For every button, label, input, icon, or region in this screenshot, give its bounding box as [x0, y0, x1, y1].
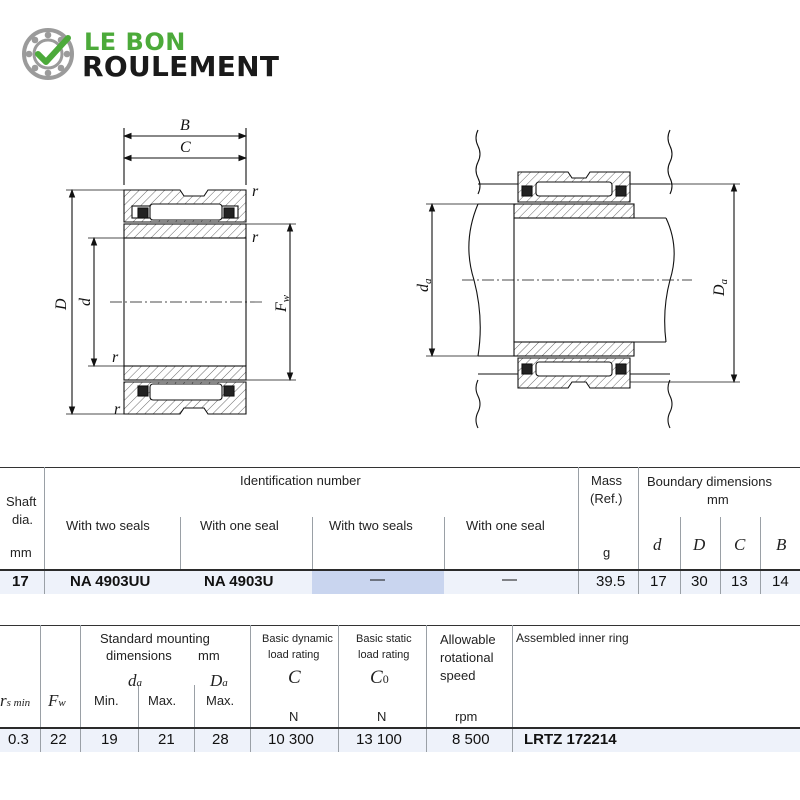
header-stat-sym: C0	[370, 667, 389, 688]
cell-Da-max: 28	[212, 731, 229, 748]
identification-table	[0, 467, 800, 594]
header-dyn-1: Basic dynamic	[262, 633, 333, 645]
header-boundary-unit: mm	[707, 492, 729, 507]
cell-mass: 39.5	[596, 573, 626, 590]
label-Da: Da	[711, 278, 730, 296]
cell-d: 17	[650, 573, 667, 590]
header-mass-unit: g	[603, 545, 611, 560]
header-C: C	[734, 535, 746, 554]
cell-two-seals-2: —	[370, 571, 385, 588]
header-dyn-sym: C	[288, 667, 301, 688]
header-two-seals-1: With two seals	[66, 518, 150, 533]
header-rs: rs min	[0, 691, 31, 710]
header-D: D	[693, 535, 706, 554]
label-Fw: Fw	[273, 294, 292, 312]
header-Da: Da	[210, 671, 228, 690]
header-stat-1: Basic static	[356, 633, 412, 645]
mounting-ratings-table	[0, 625, 800, 752]
cell-C0: 13 100	[356, 731, 402, 748]
cell-C: 13	[731, 573, 748, 590]
logo-line-2: ROULEMENT	[82, 50, 280, 83]
cell-inner-ring: LRTZ 172214	[524, 731, 617, 748]
header-identification: Identification number	[240, 473, 361, 488]
header-allow-3: speed	[440, 668, 476, 683]
header-one-seal-1: With one seal	[200, 518, 279, 533]
header-dyn-2: load rating	[268, 649, 320, 661]
cell-B: 14	[772, 573, 789, 590]
header-fw: Fw	[48, 691, 66, 710]
header-mass-ref: (Ref.)	[590, 491, 623, 506]
cell-C: 10 300	[268, 731, 314, 748]
header-stat-2: load rating	[358, 649, 410, 661]
header-std-mounting: Standard mounting	[100, 631, 210, 646]
header-B: B	[776, 535, 787, 554]
header-allow-2: rotational	[440, 650, 494, 665]
cell-two-seals-1: NA 4903UU	[70, 573, 151, 590]
header-dimensions: dimensions	[106, 648, 172, 663]
bearing-technical-drawing	[0, 100, 800, 440]
cell-da-max: 21	[158, 731, 175, 748]
cell-speed: 8 500	[452, 731, 490, 748]
header-mass: Mass	[591, 473, 623, 488]
header-shaft: Shaft	[6, 494, 37, 509]
header-two-seals-2: With two seals	[329, 518, 413, 533]
header-stat-unit: N	[377, 709, 387, 724]
cell-rs: 0.3	[8, 731, 29, 748]
label-da: da	[415, 278, 434, 292]
label-r-1: r	[252, 183, 259, 200]
label-C: C	[180, 139, 191, 156]
brand-logo	[22, 26, 302, 86]
bearing-section-view	[66, 128, 296, 414]
bearing-mounting-view	[426, 130, 740, 428]
label-d: d	[77, 298, 94, 306]
header-d: d	[653, 535, 662, 554]
label-r-3: r	[112, 349, 119, 366]
cell-da-min: 19	[101, 731, 118, 748]
label-r-2: r	[252, 229, 259, 246]
cell-one-seal-2: —	[502, 571, 517, 588]
header-boundary: Boundary dimensions	[647, 474, 773, 489]
cell-shaft: 17	[12, 573, 29, 590]
header-da: da	[128, 671, 142, 690]
header-one-seal-2: With one seal	[466, 518, 545, 533]
logo-line-1: LE BON	[84, 28, 186, 56]
header-inner-ring: Assembled inner ring	[516, 631, 629, 645]
label-r-4: r	[114, 401, 121, 418]
header-allow-unit: rpm	[455, 709, 478, 724]
cell-D: 30	[691, 573, 708, 590]
bearing-check-icon	[22, 26, 78, 82]
header-dim-unit: mm	[198, 648, 220, 663]
label-D: D	[53, 298, 70, 310]
header-dia: dia.	[12, 512, 33, 527]
header-Da-max: Max.	[206, 693, 235, 708]
header-dyn-unit: N	[289, 709, 299, 724]
cell-one-seal-1: NA 4903U	[204, 573, 274, 590]
cell-fw: 22	[50, 731, 67, 748]
header-allow-1: Allowable	[440, 632, 496, 647]
header-da-min: Min.	[94, 693, 119, 708]
label-B: B	[180, 117, 190, 134]
header-da-max: Max.	[148, 693, 177, 708]
header-shaft-unit: mm	[10, 545, 32, 560]
